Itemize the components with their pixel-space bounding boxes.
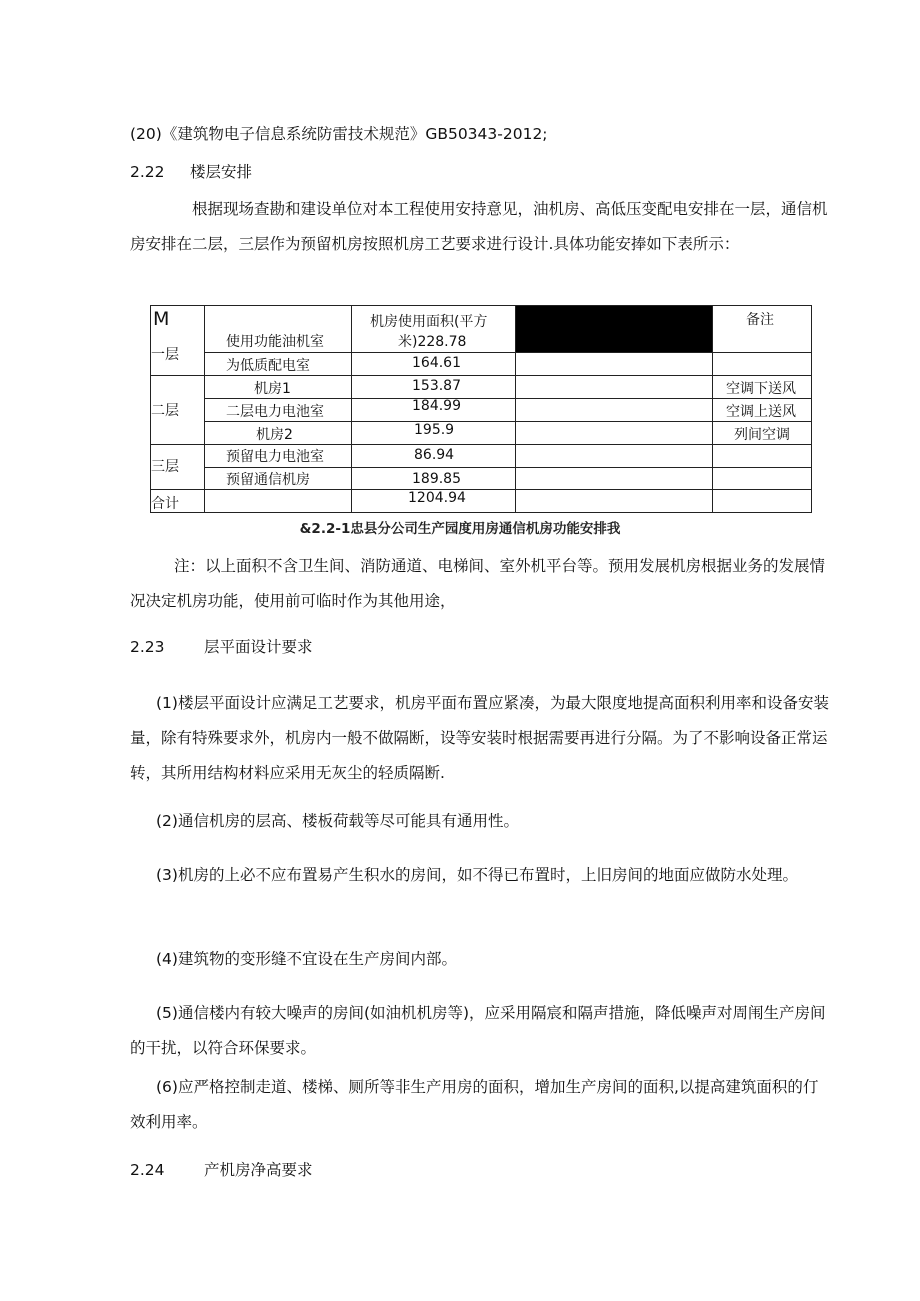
section-title: 楼层安排 xyxy=(190,163,253,181)
table-cell-area: 164.61 xyxy=(412,355,461,371)
requirement-item: (4)建筑物的变形缝不宜设在生产房间内部。 xyxy=(156,950,457,968)
table-cell-function: 机房1 xyxy=(254,381,291,397)
floor-2-label: 二层 xyxy=(151,403,179,419)
section-number: 2.22 xyxy=(130,163,165,181)
table-cell-function: 二层电力电池室 xyxy=(226,404,324,420)
table-cell-function: 机房2 xyxy=(256,427,293,443)
table-cell-area: 153.87 xyxy=(412,378,461,394)
table-cell-function: 为低质配电室 xyxy=(226,358,310,374)
table-cell-area: 86.94 xyxy=(414,447,455,463)
floor-1-label: 一层 xyxy=(151,347,179,363)
table-cell-remark: 空调下送风 xyxy=(726,381,796,397)
table-cell-area: 195.9 xyxy=(414,422,455,438)
requirement-item: (5)通信楼内有较大噪声的房间(如油机机房等)，应采用隔宸和隔声措施，降低噪声对周闱生产房间的干扰，以符合环保要求。 xyxy=(130,1004,826,1057)
floor-function-table xyxy=(150,305,812,513)
section-number: 2.24 xyxy=(130,1161,165,1179)
note-paragraph: 注：以上面积不含卫生间、消防通道、电梯间、室外机平台等。预用发展机房根据业务的发展情况决定机房功能，使用前可临时作为其他用途， xyxy=(130,557,826,610)
requirement-item: (1)楼层平面设计应满足工艺要求，机房平面布置应紧凑，为最大限度地提高面积利用率和设备安装量，除有特殊要求外，机房内一般不做隔断，设等安装时根据需要再进行分隔。为了不影响设备正常运转，其所用结构材料应采用无灰尘的轻质隔断. xyxy=(130,694,829,782)
table-cell-area: 189.85 xyxy=(412,471,461,487)
requirement-item: (2)通信机房的层高、楼板荷载等尽可能具有通用性。 xyxy=(156,812,519,830)
intro-paragraph: 根据现场查勘和建设单位对本工程使用安持意见，油机房、高低压变配电安排在一层，通信机房安排在二层，三层作为预留机房按照机房工艺要求进行设计.具体功能安捧如下表所示： xyxy=(130,200,828,253)
header-function-cell: 使用功能油机室 xyxy=(226,334,324,350)
table-cell-function: 预留通信机房 xyxy=(226,472,310,488)
header-area-line2: 米)228.78 xyxy=(398,334,467,350)
table-cell-function: 预留电力电池室 xyxy=(226,449,324,465)
table-cell-remark: 列间空调 xyxy=(734,427,790,443)
header-floor-cell: M xyxy=(153,308,170,330)
reference-item: (20)《建筑物电子信息系统防雷技术规范》GB50343-2012; xyxy=(130,125,548,143)
table-caption: &2.2-1忠县分公司生产园度用房通信机房功能安排我 xyxy=(299,521,621,537)
table-cell-area: 184.99 xyxy=(412,398,461,414)
section-number: 2.23 xyxy=(130,638,165,656)
requirement-item: (6)应严格控制走道、楼梯、厕所等非生产用房的面积，增加生产房间的面积,以提高建筑面积的仃效利用率。 xyxy=(130,1078,819,1131)
header-remark-cell: 备注 xyxy=(746,312,774,328)
table-total-area: 1204.94 xyxy=(408,490,466,506)
table-cell-remark: 空调上送风 xyxy=(726,404,796,420)
section-title: 层平面设计要求 xyxy=(204,638,313,656)
requirement-item: (3)机房的上必不应布置易产生积水的房间，如不得已布置时，上旧房间的地面应做防水处理。 xyxy=(156,866,798,884)
total-label: 合计 xyxy=(151,496,179,512)
redacted-header-cell xyxy=(515,305,712,352)
header-area-line1: 机房使用面积(平方 xyxy=(370,314,488,330)
floor-3-label: 三层 xyxy=(151,459,179,475)
section-title: 产机房净高要求 xyxy=(204,1161,313,1179)
